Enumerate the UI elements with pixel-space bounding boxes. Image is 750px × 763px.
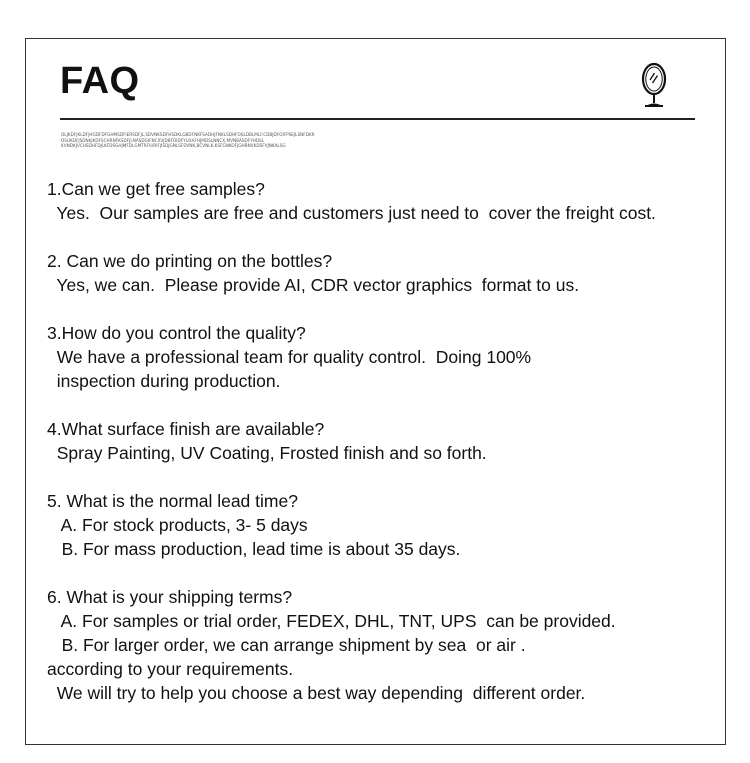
faq-answer: Spray Painting, UV Coating, Frosted finish and so forth.: [47, 443, 487, 463]
faq-answer: We have a professional team for quality control. Doing 100%: [47, 347, 532, 367]
page-title: FAQ: [60, 60, 140, 102]
faq-answer: B. For larger order, we can arrange shipment by sea or air .: [47, 635, 526, 655]
faq-item-shipping: [47, 585, 727, 705]
faq-answer: Yes, we can. Please provide AI, CDR vector graphics format to us.: [47, 275, 580, 295]
faq-answer: A. For samples or trial order, FEDEX, DHL, TNT, UPS can be provided.: [47, 611, 616, 631]
faq-question: 5. What is the normal lead time?: [47, 491, 298, 511]
fine-print-line: KVNDKJVCHSDHFDJLKFDSGHJMFDLGMTRFIURIFJISDJGNLSFDVNK,BCVNLK,KSFGNKOFJGHBNVKDSFVJNKALSG: [61, 143, 286, 149]
faq-question: 6. What is your shipping terms?: [47, 587, 293, 607]
faq-answer: according to your requirements.: [47, 659, 294, 679]
faq-question: 2. Can we do printing on the bottles?: [47, 251, 333, 271]
fine-print: [61, 132, 371, 149]
faq-item-quality: [47, 321, 727, 393]
faq-item-samples: [47, 177, 727, 225]
header-divider: [60, 118, 695, 120]
faq-question: 1.Can we get free samples?: [47, 179, 265, 199]
fine-print-line: OSUKDFJSDNKJKDFSCHRNFKSDFJLNASDGIFNCXVJDBFDIDFYUXAFHJMDSLNNCX,MVNBASDFYHDSL: [61, 137, 265, 143]
mirror-icon: [636, 60, 672, 110]
faq-answer: B. For mass production, lead time is about 35 days.: [47, 539, 461, 559]
faq-item-printing: [47, 249, 727, 297]
faq-answer: A. For stock products, 3- 5 days: [47, 515, 308, 535]
faq-list: [47, 177, 727, 705]
faq-item-lead-time: [47, 489, 727, 561]
faq-question: 4.What surface finish are available?: [47, 419, 325, 439]
faq-answer: Yes. Our samples are free and customers just need to cover the freight cost.: [47, 203, 656, 223]
faq-answer: We will try to help you choose a best way depending different order.: [47, 683, 586, 703]
faq-question: 3.How do you control the quality?: [47, 323, 306, 343]
faq-answer: inspection during production.: [47, 371, 281, 391]
fine-print-line: OLJKDFJKLDFJHGDFDFGHMSDFIERSDFJL,SDVNKSDFHSDKLGBDFNKFSADHJFNKLSDHFOSLDBLMLF.CDBJDFOIFPSEJLSNFDKR: [61, 132, 315, 137]
faq-item-surface-finish: [47, 417, 727, 465]
